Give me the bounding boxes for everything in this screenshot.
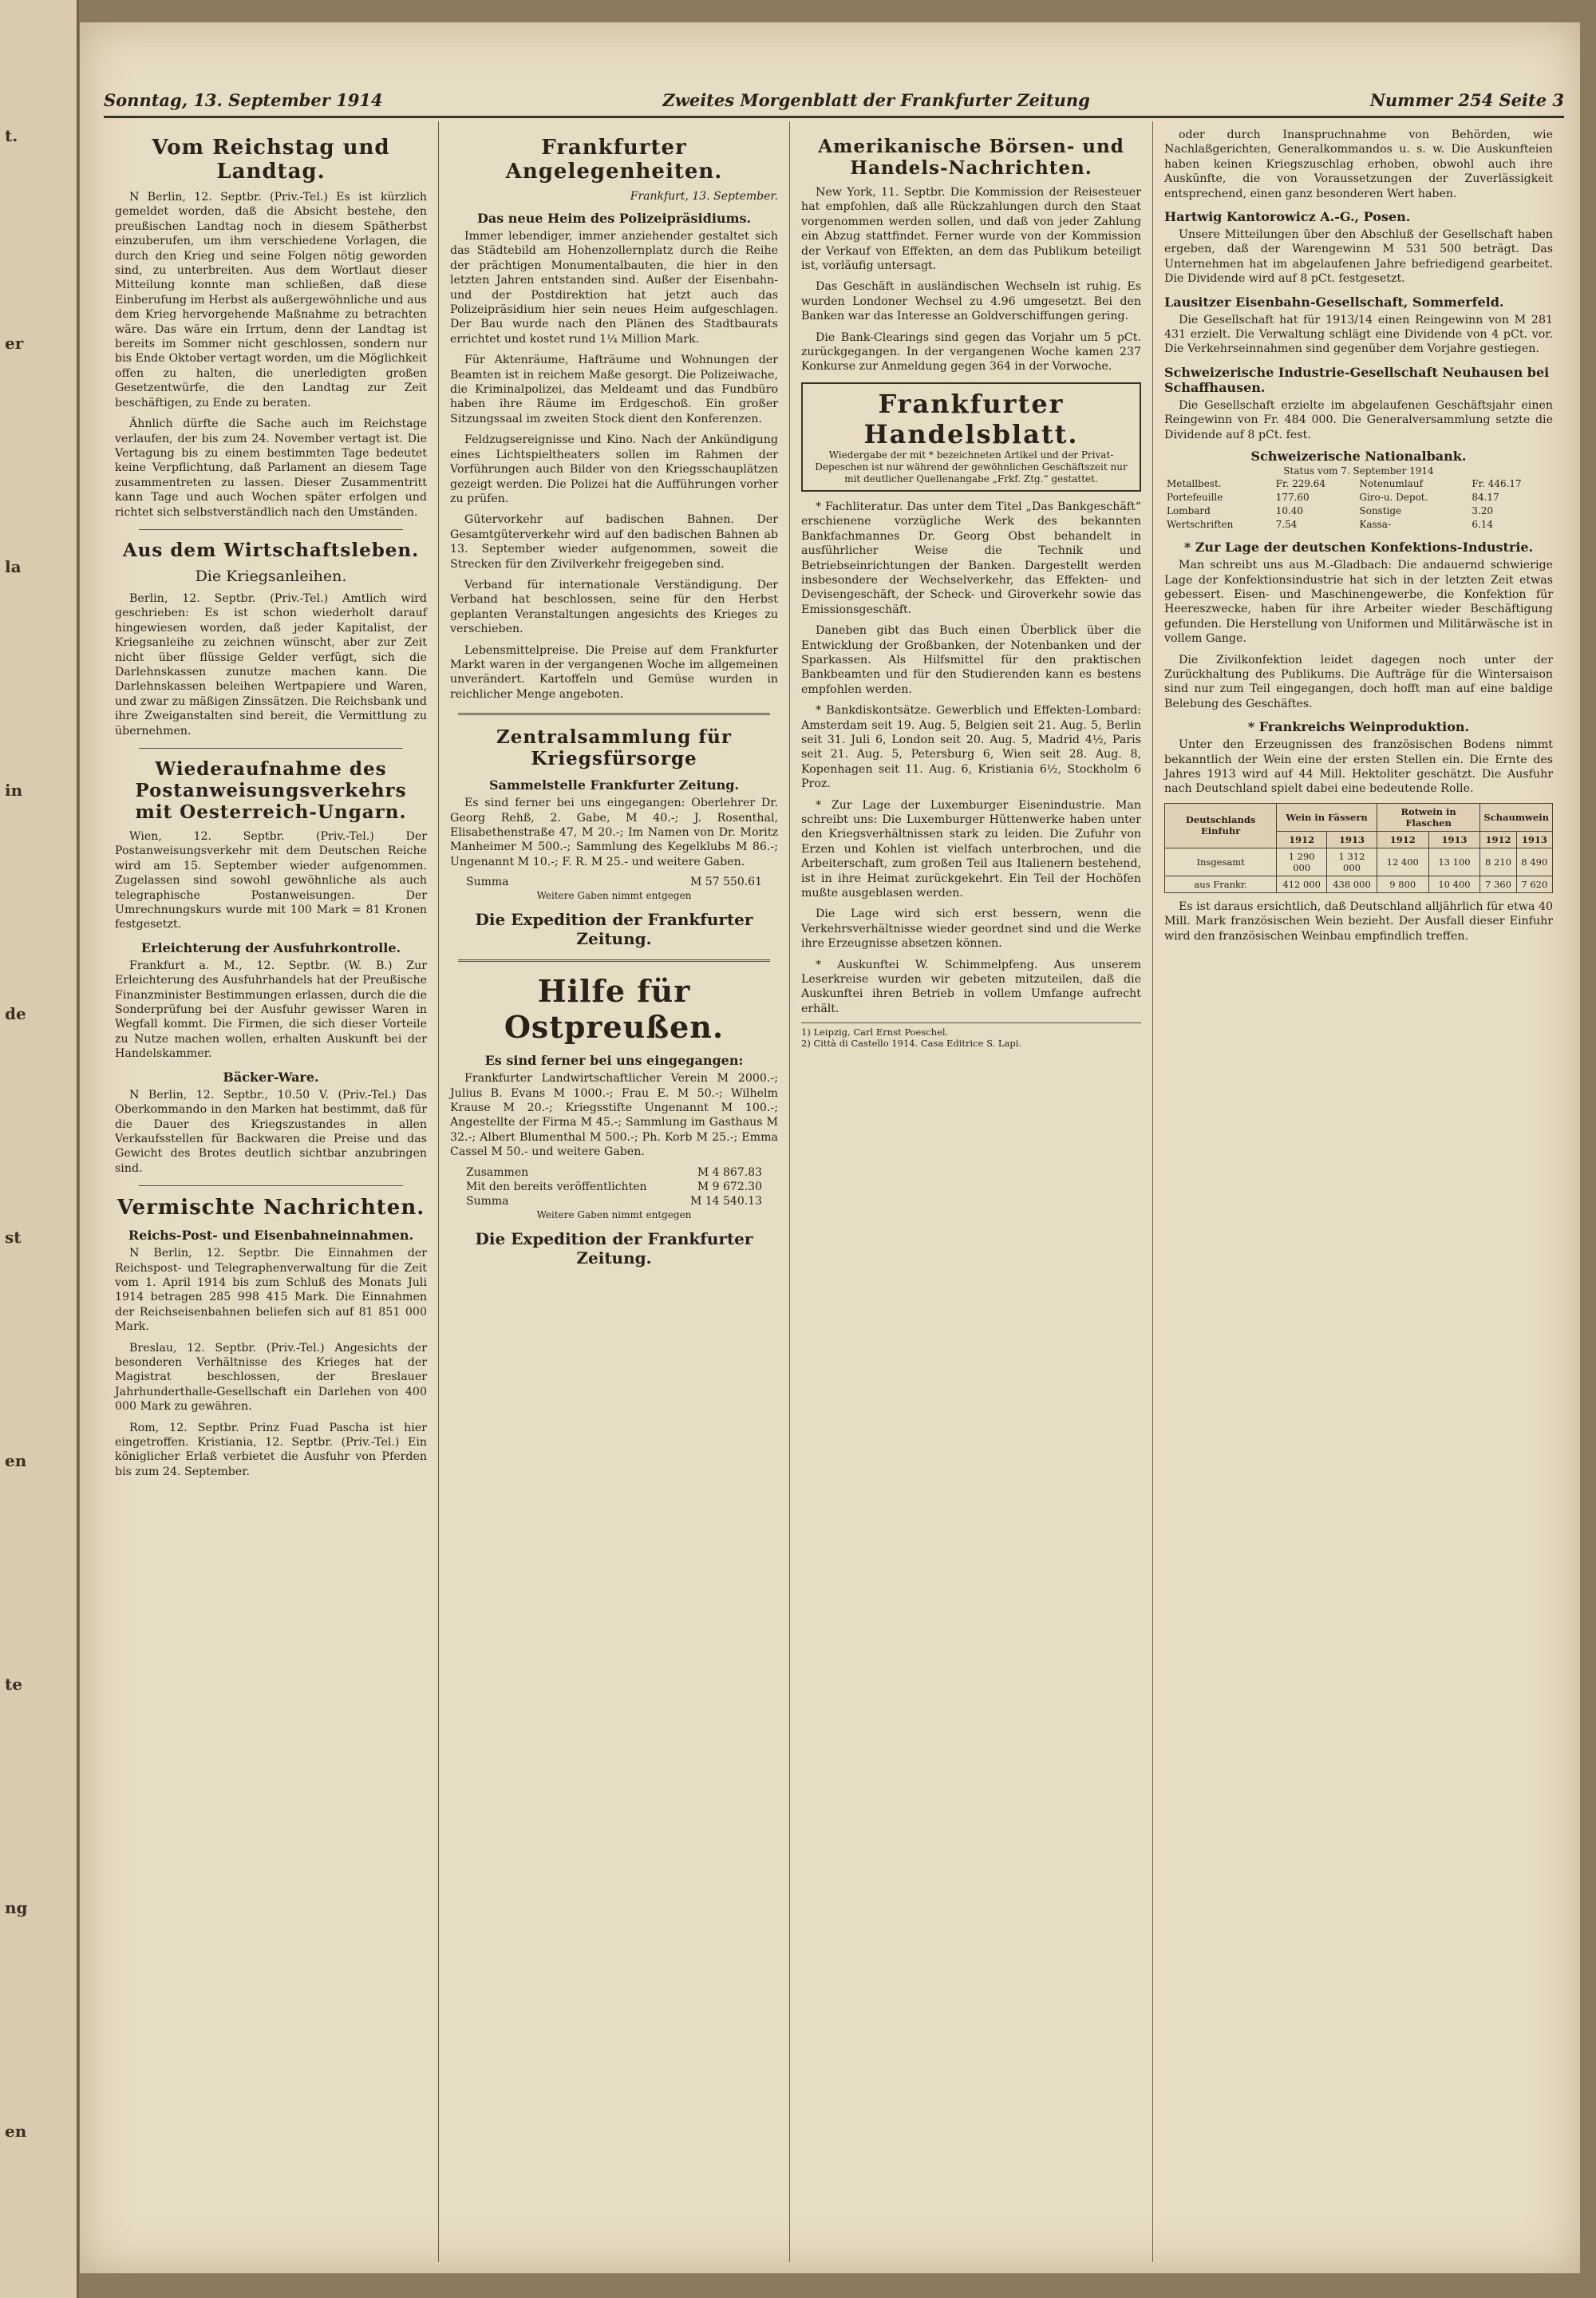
article-text: oder durch Inanspruchnahme von Behörden, wie Nachlaßgerichten, Generalkommandos u. s. w. Die Auskunfteien haben keinen Kriegszuschlag erhoben, obwohl auch ihre Auskünfte, die von Voraussetzungen der Zuverlässigkeit entsprechend, einen ganz besonderen Wert haben. xyxy=(1164,129,1553,200)
table-row: Insgesamt 1 290 000 1 312 000 12 400 13 100 8 210 8 490 xyxy=(1165,848,1553,876)
page-header xyxy=(104,84,1564,118)
table-header-row: Deutschlands Einfuhr Wein in Fässern Rotwein in Flaschen Schaumwein xyxy=(1165,803,1553,831)
article-text: Das Geschäft in ausländischen Wechseln ist ruhig. Es wurden Londoner Wechsel zu 4.96 umgesetzt. Bei den Banken war das Interesse an Goldverschiffungen gering. xyxy=(801,280,1141,323)
stats-subtitle: Status vom 7. September 1914 xyxy=(1283,465,1434,477)
divider xyxy=(458,959,770,962)
headline-vermischte: Vermischte Nachrichten. xyxy=(117,1196,425,1220)
footnotes xyxy=(801,1022,1141,1049)
article-text: Die Lage wird sich erst bessern, wenn die Verkehrsverhältnisse wieder geordnet sind und die Werke ihre Erzeugnisse absetzen können. xyxy=(801,908,1141,951)
article-text: * Zur Lage der Luxemburger Eisenindustrie. Man schreibt uns: Die Luxemburger Hüttenwerke haben unter den Kriegsverhältnissen stark zu leiden. Die Zufuhr von Erzen und Kohlen ist vielfach unterbrochen, und die Arbeiterschaft, zum großen Teil aus Italienern bestehend, ist in ihre Heimat zurückgekehrt. Ein Teil der Hochöfen mußte ausgeblasen werden. xyxy=(801,798,1141,900)
subheadline-polizeipraesidium: Das neue Heim des Polizeipräsidiums. xyxy=(476,211,752,226)
headline-angelegenheiten: Frankfurter Angelegenheiten. xyxy=(505,136,723,184)
article-text: Feldzugsereignisse und Kino. Nach der Ankündigung eines Lichtspieltheaters sollen im Rahmen der Vorführungen auch Bilder von den Kriegsschauplätzen gezeigt werden. Die Polizei hat die Aufführungen vorher zu prüfen. xyxy=(450,433,778,505)
nationalbank-status xyxy=(1164,450,1553,532)
article-text: Die Gesellschaft hat für 1913/14 einen Reingewinn von M 281 431 erzielt. Die Verwaltung schlägt eine Dividende von 4 pCt. vor. Die Verkehrseinnahmen sind gegenüber dem Vorjahre gestiegen. xyxy=(1164,313,1553,356)
divider xyxy=(139,1185,403,1186)
article-text: Breslau, 12. Septbr. (Priv.-Tel.) Angesichts der besonderen Verhältnisse des Krieges hat der Magistrat beschlossen, der Breslauer Jahrhunderthalle-Gesellschaft ein Darlehen von 400 000 Mark zu gewähren. xyxy=(115,1341,427,1414)
article-text: New York, 11. Septbr. Die Kommission der Reisesteuer hat empfohlen, daß alle Rückzahlungen durch den Staat vorgenommen werden sollen, und daß von jeder Zahlung ein Abzug stattfindet. Ferner wurde von der Kommission der Verkauf von Effekten, an dem das Publikum beteiligt ist, vorläufig untersagt. xyxy=(801,186,1141,273)
article-text: Für Aktenräume, Hafträume und Wohnungen der Beamten ist in reichem Maße gesorgt. Die Polizeiwache, die Kriminalpolizei, das Meldeamt und das Fundbüro haben ihre Räume im Erdgeschoß. Ein großer Sitzungssaal im zweiten Stock dient den Konferenzen. xyxy=(450,354,778,425)
sum-total-2: Summa M 14 540.13 xyxy=(466,1194,762,1208)
donation-list: Es sind ferner bei uns eingegangen: Oberlehrer Dr. Georg Rehß, 2. Gabe, M 40.-; J. Rosenthal, Elisabethenstraße 47, M 20.-; Im Namen von Dr. Moritz Manheimer M 500.-; Sammlung des Kegelklubs M 86.-; Ungenannt M 10.-; F. R. M 25.- und weitere Gaben. xyxy=(450,797,778,868)
article-text: Berlin, 12. Septbr. (Priv.-Tel.) Amtlich wird geschrieben: Es ist schon wiederholt darauf hingewiesen worden, daß jeder Kapitalist, der Kriegsanleihe zu zeichnen wünscht, aber zur Zeit nicht über flüssige Gelder verfügt, sich die Darlehnskassen zunutze machen kann. Die Darlehnskassen beleihen Wertpapiere und Waren, und zwar zu mäßigen Zinssätzen. Die Reichsbank und ihre Zweiganstalten sind bereit, die Vermittlung zu übernehmen. xyxy=(115,591,427,738)
table-row: Lombard 10.40 Sonstige 3.20 xyxy=(1167,505,1494,517)
note-gaben: Weitere Gaben nimmt entgegen xyxy=(536,890,692,902)
headline-postanweisung: Wiederaufnahme des Postanweisungsverkehrs mit Oesterreich-Ungarn. xyxy=(135,758,407,823)
header-date: Sonntag, 13. September 1914 xyxy=(104,89,383,110)
footnote: 1) Leipzig, Carl Ernst Poeschel. xyxy=(801,1026,949,1038)
article-text: Gütervorkehr auf badischen Bahnen. Der Gesamtgüterverkehr wird auf den badischen Bahnen ab 13. September wieder aufgenommen, soweit die Strecken für den Zivilverkehr freigegeben sind. xyxy=(450,513,778,571)
note-gaben: Weitere Gaben nimmt entgegen xyxy=(536,1208,692,1220)
article-text: Die Zivilkonfektion leidet dagegen noch unter der Zurückhaltung des Publikums. Die Aufträge für die Wintersaison sind nur zum Teil eingegangen, doch hofft man auf eine baldige Belebung des Geschäftes. xyxy=(1164,653,1553,710)
donation-list: Frankfurter Landwirtschaftlicher Verein M 2000.-; Julius B. Evans M 1000.-; Frau E. M 50.-; Wilhelm Krause M 20.-; Kriegsstifte Ungenannt M 100.-; Angestellte der Firma M 45.-; Sammlung im Gasthaus M 32.-; Albert Blumenthal M 500.-; Ph. Korb M 25.-; Emma Cassel M 50.- und weitere Gaben. xyxy=(450,1072,778,1159)
sum-zusammen: Zusammen M 4 867.83 xyxy=(466,1165,762,1179)
header-masthead: Zweites Morgenblatt der Frankfurter Zeitung xyxy=(662,89,1090,110)
subheadline-eingegangen: Es sind ferner bei uns eingegangen: xyxy=(484,1053,744,1069)
divider xyxy=(458,713,770,715)
subheadline-einnahmen: Reichs-Post- und Eisenbahneinnahmen. xyxy=(128,1228,414,1244)
subheadline-konfektion: * Zur Lage der deutschen Konfektions-Industrie. xyxy=(1183,540,1534,556)
subheadline-neuhausen: Schweizerische Industrie-Gesellschaft Neuhausen bei Schaffhausen. xyxy=(1164,364,1550,395)
handelsblatt-masthead xyxy=(801,382,1141,492)
subheadline-kantorowicz: Hartwig Kantorowicz A.-G., Posen. xyxy=(1164,209,1411,225)
divider xyxy=(139,748,403,749)
subheadline-ausfuhrkontrolle: Erleichterung der Ausfuhrkontrolle. xyxy=(140,939,401,955)
headline-amerikanische-boersen: Amerikanische Börsen- und Handels-Nachrichten. xyxy=(818,136,1124,179)
article-text: Immer lebendiger, immer anziehender gestaltet sich das Städtebild am Hohenzollernplatz durch die Reihe der prächtigen Monumentalbauten, die hier in den letzten Jahren entstanden sind. Außer der Eisenbahn- und der Postdirektion hat jetzt auch das Polizeipräsidium hier sein neues Heim aufgeschlagen. Der Bau wurde nach den Plänen des Stadtbaurats errichtet und kostet rund 1¼ Million Mark. xyxy=(450,230,778,346)
article-text: Verband für internationale Verständigung. Der Verband hat beschlossen, seine für den Herbst geplanten Veranstaltungen angesichts des Krieges zu verschieben. xyxy=(450,578,778,636)
article-text: Man schreibt uns aus M.-Gladbach: Die andauernd schwierige Lage der Konfektionsindustrie hat sich in der letzten Zeit etwas gebessert. Eisen- und Maschinengewerbe, die Konfektion für Heereszwecke, haben für ihre Arbeiter wieder Beschäftigung gefunden. Die Herstellung von Uniformen und Militärwäsche ist in vollem Gange. xyxy=(1164,559,1553,646)
reprint-notice: Wiedergabe der mit * bezeichneten Artikel und der Privat-Depeschen ist nur während der gewöhnlichen Geschäftszeit nur mit deutlicher Quellenangabe „Frkf. Ztg.“ gestattet. xyxy=(815,449,1128,485)
article-text: Unter den Erzeugnissen des französischen Bodens nimmt bekanntlich der Wein eine der ersten Stellen ein. Die Ernte des Jahres 1913 wird auf 44 Mill. Hektoliter geschätzt. Die Ausfuhr nach Deutschland spielt dabei eine bedeutende Rolle. xyxy=(1164,738,1553,796)
article-text: Unsere Mitteilungen über den Abschluß der Gesellschaft haben ergeben, daß der Warengewinn M 531 500 beträgt. Das Unternehmen hat im abgelaufenen Jahre befriedigend gearbeitet. Die Dividende wird auf 8 pCt. festgesetzt. xyxy=(1164,228,1553,286)
sum-veroeffentlicht: Mit den bereits veröffentlichten M 9 672.30 xyxy=(466,1180,762,1193)
headline-ostpreussen: Hilfe für Ostpreußen. xyxy=(504,973,725,1046)
article-text: * Bankdiskontsätze. Gewerblich und Effekten-Lombard: Amsterdam seit 19. Aug. 5, Belgien seit 21. Aug. 5, Berlin seit 31. Juli 6, London seit 20. Aug. 5, Madrid 4½, Paris seit 21. Aug. 5, Petersburg 6, Wien seit 28. Aug. 8, Kopenhagen seit 11. Aug. 6, Kristiania 6½, Stockholm 6 Proz. xyxy=(801,704,1141,791)
table-row: aus Frankr. 412 000 438 000 9 800 10 400 7 360 7 620 xyxy=(1165,876,1553,892)
article-text: Daneben gibt das Buch einen Überblick über die Entwicklung der Großbanken, der Notenbanken und der Sparkassen. Als Hilfsmittel für den praktischen Bankbeamten und für den Studierenden kann es bestens empfohlen werden. xyxy=(801,624,1141,696)
article-text: Rom, 12. Septbr. Prinz Fuad Pascha ist hier eingetroffen. Kristiania, 12. Septbr. (Priv.-Tel.) Ein königlicher Erlaß verbietet die Ausfuhr von Pferden bis zum 24. September. xyxy=(115,1421,427,1478)
footnote: 2) Città di Castello 1914. Casa Editrice S. Lapi. xyxy=(801,1038,1022,1050)
article-text: * Fachliteratur. Das unter dem Titel „Das Bankgeschäft“ erschienene vorzügliche Werk des bekannten Bankfachmannes Dr. Georg Obst behandelt in ausführlicher Weise die Technik und Betriebseinrichtungen der Banken. Dargestellt werden insbesondere der Wechselverkehr, das Effekten- und Devisengeschäft, der Scheck- und Giroverkehr sowie das Emissionsgeschäft. xyxy=(801,500,1141,616)
subheadline-weinproduktion: * Frankreichs Weinproduktion. xyxy=(1247,719,1470,735)
article-text: Die Gesellschaft erzielte im abgelaufenen Geschäftsjahr einen Reingewinn von Fr. 484 000. Die Generalversammlung setzte die Dividende auf 8 pCt. fest. xyxy=(1164,398,1553,441)
table-row: Wertschriften 7.54 Kassa- 6.14 xyxy=(1167,519,1494,531)
headline-reichstag: Vom Reichstag und Landtag. xyxy=(152,136,390,184)
subheadline-lausitzer: Lausitzer Eisenbahn-Gesellschaft, Sommerfeld. xyxy=(1164,294,1504,310)
stats-title: Schweizerische Nationalbank. xyxy=(1250,449,1467,465)
article-text: Lebensmittelpreise. Die Preise auf dem Frankfurter Markt waren in der vergangenen Woche im allgemeinen unverändert. Kartoffeln und Gemüse wurden in reichlicher Menge angeboten. xyxy=(450,643,778,701)
stats-table xyxy=(1164,477,1553,532)
header-page-number: Nummer 254 Seite 3 xyxy=(1369,89,1564,110)
article-text: Wien, 12. Septbr. (Priv.-Tel.) Der Postanweisungsverkehr mit dem Deutschen Reiche wird am 15. September wieder aufgenommen. Zugelassen sind sowohl gewöhnliche als auch telegraphische Postanweisungen. Der Umrechnungskurs wurde mit 100 Mark = 81 Kronen festgesetzt. xyxy=(115,830,427,931)
article-text: Die Bank-Clearings sind gegen das Vorjahr um 5 pCt. zurückgegangen. In der vergangenen Woche kamen 237 Konkurse zur Anmeldung gegen 364 in der Vorwoche. xyxy=(801,330,1141,374)
table-header-row: 1912 1913 1912 1913 1912 1913 xyxy=(1165,831,1553,848)
expedition-signature: Die Expedition der Frankfurter Zeitung. xyxy=(475,1228,753,1268)
handelsblatt-title: Frankfurter Handelsblatt. xyxy=(863,388,1079,449)
column-3 xyxy=(790,121,1153,2262)
article-text: Frankfurt a. M., 12. Septbr. (W. B.) Zur Erleichterung des Ausfuhrhandels hat der Preußische Finanzminister Bestimmungen erlassen, durch die die Sonderprüfung bei der Ausfuhr gewisser Waren in Wegfall kommt. Die Firmen, die sich dieser Vorteile zu Nutze machen wollen, erhalten Auskunft bei der Handelskammer. xyxy=(115,959,427,1061)
subheadline-sammelstelle: Sammelstelle Frankfurter Zeitung. xyxy=(489,777,739,793)
article-text: Ähnlich dürfte die Sache auch im Reichstage verlaufen, der bis zum 24. November vertagt ist. Die Vertagung bis zu einem bestimmten Tage bedeutet keine Verpflichtung, daß Parlament an diesem Tage zusammentreten zu lassen. Dieser Zusammentritt kann Tage und auch Wochen später erfolgen und richtet sich selbstverständlich nach den Umständen. xyxy=(115,417,427,519)
article-text: N Berlin, 12. Septbr. Die Einnahmen der Reichspost- und Telegraphenverwaltung für die Zeit vom 1. April 1914 bis zum Schluß des Monats Juli 1914 betragen 285 998 415 Mark. Die Einnahmen der Reichseisenbahnen beliefen sich auf 81 851 000 Mark. xyxy=(115,1247,427,1334)
wine-import-table xyxy=(1164,803,1553,893)
subheadline-baeckerware: Bäcker-Ware. xyxy=(223,1069,319,1085)
dateline: Frankfurt, 13. September. xyxy=(630,190,778,203)
adjacent-page-strip: t. er la in de st en te ng en xyxy=(0,0,79,2298)
divider xyxy=(139,529,403,530)
headline-wirtschaftsleben: Aus dem Wirtschaftsleben. xyxy=(122,539,420,561)
article-text: N Berlin, 12. Septbr., 10.50 V. (Priv.-Tel.) Das Oberkommando in den Marken hat bestimmt, daß für die Dauer des Kriegszustandes in allen Verkaufsstellen für Backwaren die Preise und das Gewicht des Brotes deutlich sichtbar anzubringen sind. xyxy=(115,1088,427,1175)
expedition-signature: Die Expedition der Frankfurter Zeitung. xyxy=(475,910,753,949)
table-row: Portefeuille 177.60 Giro-u. Depot. 84.17 xyxy=(1167,492,1499,504)
column-4 xyxy=(1153,121,1564,2262)
table-row: Metallbest. Fr. 229.64 Notenumlauf Fr. 446.17 xyxy=(1167,478,1522,490)
column-1 xyxy=(104,121,439,2262)
article-text: Es ist daraus ersichtlich, daß Deutschland alljährlich für etwa 40 Mill. Mark französischen Wein bezieht. Der Ausfall dieser Einfuhr wird den französischen Weinbau empfindlich treffen. xyxy=(1164,900,1553,943)
article-text: * Auskunftei W. Schimmelpfeng. Aus unserem Leserkreise wurden wir gebeten mitzuteilen, daß die Auskunftei ihren Betrieb in vollem Umfange aufrecht erhält. xyxy=(801,958,1141,1015)
subheadline-kriegsanleihen: Die Kriegsanleihen. xyxy=(195,567,347,585)
sum-total-1: Summa M 57 550.61 xyxy=(466,876,762,889)
article-text: N Berlin, 12. Septbr. (Priv.-Tel.) Es ist kürzlich gemeldet worden, daß die Absicht bestehe, den preußischen Landtag noch in diesem Spätherbst einzuberufen, um ihm verschiedene Vorlagen, die durch den Krieg und seine Folgen nötig geworden sind, zu unterbreiten. Aus dem Wortlaut dieser Mitteilung konnte man schließen, daß diese Einberufung im Herbst als außergewöhnliche und aus dem Krieg hervorgehende Maßnahme zu betrachten wäre. Das wäre ein Irrtum, denn der Landtag ist bereits im Sommer nicht geschlossen, sondern nur bis Ende Oktober vertagt worden, um die Möglichkeit offen zu halten, die unerledigten großen Gesetzentwürfe, die den Landtag zur Zeit beschäftigen, zu Ende zu beraten. xyxy=(115,191,427,409)
headline-zentralsammlung: Zentralsammlung für Kriegsfürsorge xyxy=(496,726,733,770)
column-2 xyxy=(439,121,790,2262)
